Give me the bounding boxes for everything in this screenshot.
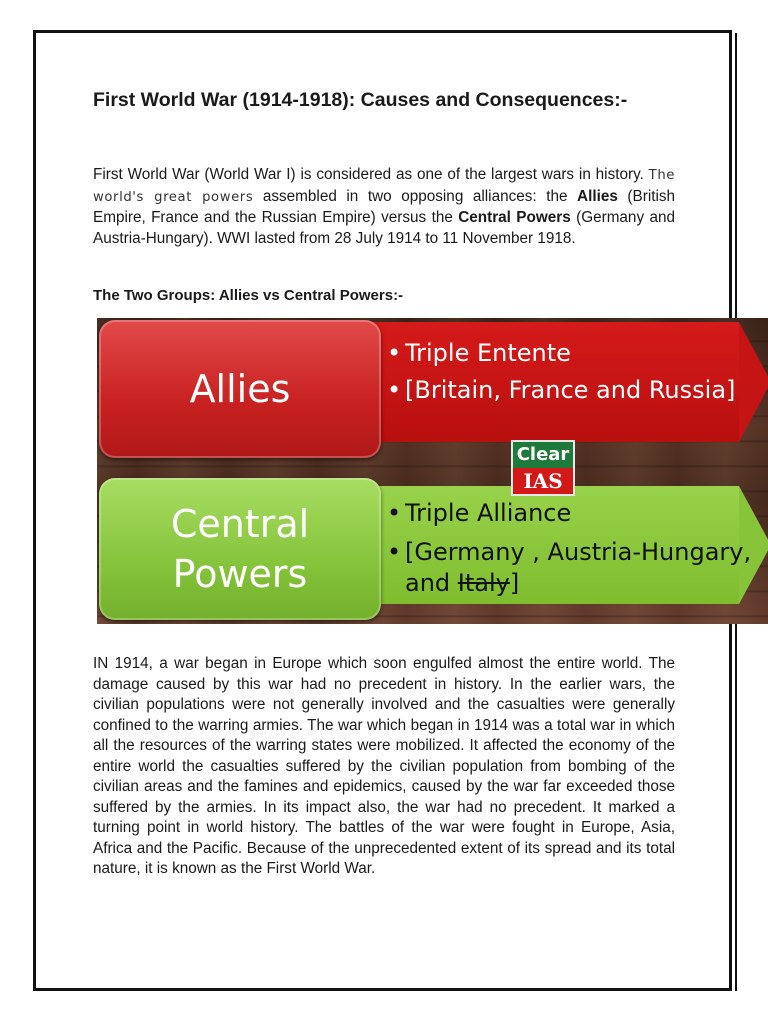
allies-bullet-list — [383, 338, 735, 406]
clear-ias-logo — [511, 440, 575, 496]
logo-top-text: Clear — [511, 440, 575, 468]
allies-term: Allies — [577, 187, 618, 205]
allies-bullet-2: • [Britain, France and Russia] — [383, 375, 735, 406]
section-heading: The Two Groups: Allies vs Central Powers:- — [93, 287, 404, 304]
document-title: First World War (1914-1918): Causes and Consequences:- — [93, 89, 628, 111]
allies-arrow — [739, 322, 768, 442]
central-powers-term: Central Powers — [458, 209, 571, 226]
body-paragraph: IN 1914, a war began in Europe which soon engulfed almost the entire world. The damage caused by this war had no precedent in history. In the earlier wars, the civilian populations were not generally involved and the casualties were generally confined to the warring armies. The war which began in 1914 was a total war in which all the resources of the warring states were mobilized. It affected the economy of the entire world the casualties suffered by the civilian population from bombing of the civilian areas and the famines and epidemics, caused by the war far exceeded those suffered by the armies. In its impact also, the war had no precedent. It marked a turning point in world history. The battles of the war were fought in Europe, Asia, Africa and the Pacific. Because of the unprecedented extent of its spread and its total nature, it is known as the First World War. — [93, 655, 675, 877]
central-box-label-line1: Central — [170, 502, 310, 546]
central-bullet-1: • Triple Alliance — [383, 498, 768, 529]
allies-bullet-1: • Triple Entente — [383, 338, 735, 369]
central-box-label-line2: Powers — [172, 552, 308, 596]
allies-box — [99, 320, 381, 458]
central-powers-box — [99, 478, 381, 620]
central-bullet-list — [383, 498, 768, 599]
allies-box-label: Allies — [189, 367, 291, 411]
italy-struck-text: Italy — [457, 569, 510, 597]
logo-bottom-text: IAS — [511, 468, 575, 496]
alliances-figure — [97, 318, 768, 624]
intro-paragraph: First World War (World War I) is considered as one of the largest wars in history. The world's great powers assembled in two opposing alliances: the Allies (British Empire, France and the Russian Empire) versus the Central Powers (Germany and Austria-Hungary). WWI lasted from 28 July 1914 to 11 November 1918. — [93, 166, 676, 247]
highlighted-phrase: The world's great powers — [93, 168, 675, 205]
central-bullet-2: • [Germany , Austria-Hungary, and Italy] — [383, 537, 768, 599]
